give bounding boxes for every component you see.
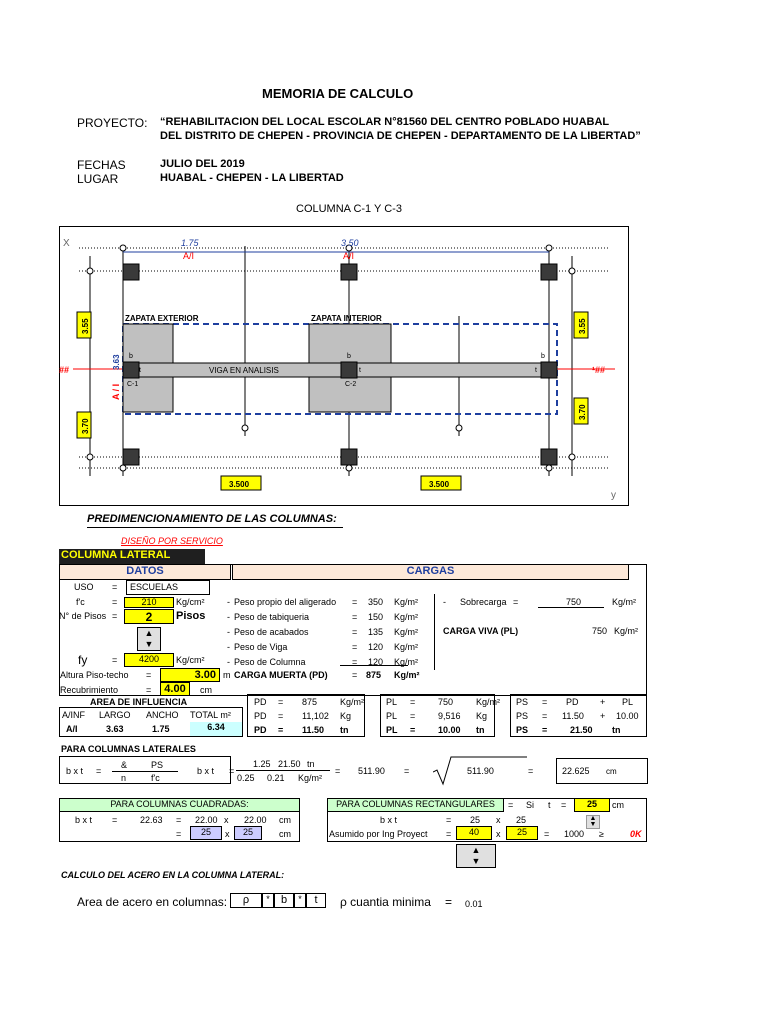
lat-eq-4: =: [404, 766, 410, 776]
pd-value: 875: [302, 697, 318, 707]
fy-field[interactable]: 4200: [124, 653, 174, 667]
page-title: MEMORIA DE CALCULO: [262, 86, 414, 101]
carga-label: Peso de Viga: [234, 642, 288, 652]
cuantia-label: ρ cuantia minima: [340, 895, 431, 909]
lat-ru: cm: [606, 767, 617, 776]
rect-t-unit: cm: [612, 800, 624, 810]
up-arrow-icon[interactable]: ▲: [589, 815, 597, 822]
pl-unit: Kg: [476, 711, 488, 721]
lat-ps: PS: [151, 760, 164, 770]
columna-lateral-header: COLUMNA LATERAL: [59, 549, 205, 564]
predim-title: PREDIMENCIONAMIENTO DE LAS COLUMNAS:: [87, 513, 337, 525]
fc-field[interactable]: 210: [124, 597, 174, 608]
plan-c1: C-1: [127, 381, 139, 388]
cuad-t-field[interactable]: 25: [234, 826, 262, 840]
cuad-u-2: cm: [279, 829, 291, 839]
carga-unit: Kg/m²: [394, 627, 419, 637]
carga-viva-value: 750: [592, 626, 608, 636]
plan-x-axis: X: [63, 238, 70, 249]
plan-zapata-exterior: ZAPATA EXTERIOR: [125, 314, 199, 323]
carga-muerta-value: 875: [366, 670, 382, 680]
cuad-v3: 22.00: [244, 815, 267, 825]
carga-eq: =: [352, 657, 358, 667]
pl-unit: Kg/m²: [476, 697, 501, 707]
cuad-x-2: x: [225, 829, 230, 839]
pl-eq: =: [410, 711, 416, 721]
plan-ai-left: A/I: [183, 251, 195, 261]
plan-dim-right: 3.50: [341, 238, 359, 248]
rect-a2-field[interactable]: 25: [506, 826, 538, 840]
area-r3: 1.75: [152, 724, 170, 734]
carga-dash: -: [227, 597, 230, 607]
rect-eq-4: =: [446, 829, 452, 839]
area-influencia-title: AREA DE INFLUENCIA: [90, 697, 188, 707]
pl-label: PL: [386, 697, 398, 707]
pisos-unit: Pisos: [176, 610, 206, 622]
ps-label: PS: [516, 711, 529, 721]
rect-x-1: x: [496, 815, 501, 825]
sobrecarga-dash: -: [443, 597, 446, 607]
plan-bottom-left: 3.500: [229, 480, 250, 489]
up-arrow-icon[interactable]: ▲: [471, 845, 481, 855]
lat-amp: &: [121, 760, 128, 770]
lat-fc: f'c: [151, 773, 160, 783]
proyecto-label: PROYECTO:: [77, 116, 148, 130]
up-arrow-icon[interactable]: ▲: [144, 628, 154, 638]
rect-a1-field[interactable]: 40: [456, 826, 492, 840]
altura-unit: m: [223, 670, 231, 680]
carga-value: 135: [368, 627, 384, 637]
plan-370-left: 3.70: [81, 418, 90, 434]
cuantia-eq: =: [445, 895, 453, 909]
rect-eq-5: =: [544, 829, 550, 839]
lat-eq-1: =: [96, 766, 102, 776]
pisos-label: N° de Pisos: [59, 611, 107, 621]
plan-b-2: b: [347, 353, 351, 360]
cuad-b-field[interactable]: 25: [190, 826, 222, 840]
cuad-bxt: b x t: [75, 815, 93, 825]
carga-label: Peso de Columna: [234, 657, 306, 667]
rect-t-label: t: [548, 800, 551, 810]
area-h3: ANCHO: [146, 710, 179, 720]
carga-eq: =: [352, 612, 358, 622]
fy-label: fy: [78, 653, 88, 667]
plan-ai-right: A/I: [343, 251, 355, 261]
lat-bxt-2: b x t: [197, 766, 215, 776]
plan-ai-vertical: A / I: [111, 383, 121, 400]
rect-ok: 0K: [630, 829, 642, 839]
lat-d3: Kg/m²: [298, 773, 323, 783]
carga-label: Peso de tabiqueria: [234, 612, 310, 622]
ps-v3: 21.50: [570, 725, 593, 735]
acero-title: CALCULO DEL ACERO EN LA COLUMNA LATERAL:: [61, 870, 285, 880]
acero-rho-cell: ρ: [230, 893, 262, 908]
rect-asumido-label: Asumido por Ing Proyect: [329, 829, 428, 839]
carga-unit: Kg/m²: [394, 657, 419, 667]
pl-value: 10.00: [438, 725, 461, 735]
recubrimiento-eq: =: [146, 685, 152, 695]
plan-t-2: t: [359, 367, 361, 374]
pd-label: PD: [254, 711, 267, 721]
carga-dash: -: [227, 657, 230, 667]
ps-b1: PL: [622, 697, 634, 707]
datos-header: DATOS: [59, 564, 231, 580]
ps-u3: tn: [612, 725, 621, 735]
rect-eq-3: =: [446, 815, 452, 825]
rect-mini-spinner[interactable]: [586, 815, 600, 829]
laterales-title: PARA COLUMNAS LATERALES: [61, 744, 196, 754]
plan-hash-left: ##: [59, 365, 70, 375]
pd-value: 11,102: [302, 711, 329, 721]
pd-value: 11.50: [302, 725, 325, 735]
recubrimiento-unit: cm: [200, 685, 212, 695]
area-r2: 3.63: [106, 724, 124, 734]
fy-unit: Kg/cm²: [176, 655, 205, 665]
cuantia-value: 0.01: [465, 899, 483, 909]
lat-n: n: [121, 773, 127, 783]
pl-eq: =: [410, 697, 416, 707]
plan-370-right: 3.70: [578, 404, 587, 420]
fechas-value: JULIO DEL 2019: [160, 158, 245, 170]
ps-plus: +: [600, 697, 606, 707]
pd-unit: tn: [340, 725, 349, 735]
pd-label: PD: [254, 697, 267, 707]
plan-t-1: t: [139, 367, 141, 374]
plan-c2: C-2: [345, 381, 357, 388]
altura-eq: =: [146, 670, 152, 680]
carga-muerta-unit: Kg/m²: [394, 670, 420, 680]
area-h1: A/INF: [62, 710, 86, 720]
area-r1: A/I: [66, 724, 78, 734]
lat-n1: 1.25: [253, 759, 271, 769]
pd-unit: Kg: [340, 711, 352, 721]
fc-label: f'c: [76, 597, 85, 607]
altura-label: Altura Piso-techo: [60, 670, 129, 680]
down-arrow-icon[interactable]: ▼: [589, 821, 597, 828]
acero-t-cell: t: [306, 893, 326, 908]
acero-b-cell: b: [274, 893, 294, 908]
down-arrow-icon[interactable]: ▼: [144, 639, 154, 649]
altura-field[interactable]: 3.00: [160, 668, 220, 682]
area-h2: LARGO: [99, 710, 131, 720]
cuad-u-1: cm: [279, 815, 291, 825]
fc-eq: =: [112, 597, 118, 607]
uso-field[interactable]: ESCUELAS: [126, 580, 210, 595]
plan-t-3: t: [535, 367, 537, 374]
carga-value: 120: [368, 642, 384, 652]
pd-label: PD: [254, 725, 267, 735]
plan-y-axis: y: [611, 490, 616, 501]
carga-eq: =: [352, 642, 358, 652]
carga-unit: Kg/m²: [394, 642, 419, 652]
carga-unit: Kg/m²: [394, 612, 419, 622]
sobrecarga-label: Sobrecarga: [460, 597, 507, 607]
down-arrow-icon[interactable]: ▼: [471, 856, 481, 866]
carga-label: Peso propio del aligerado: [234, 597, 337, 607]
proyecto-line-2: DEL DISTRITO DE CHEPEN - PROVINCIA DE CHEPEN - DEPARTAMENTO DE LA LIBERTAD”: [160, 130, 641, 142]
plan-viga: VIGA EN ANALISIS: [209, 366, 279, 375]
rect-res: 1000: [564, 829, 585, 839]
pl-value: 750: [438, 697, 454, 707]
pl-eq: =: [410, 725, 416, 735]
carga-value: 350: [368, 597, 384, 607]
cuad-eq-3: =: [176, 829, 182, 839]
rect-x-2: x: [496, 829, 501, 839]
pisos-spinner[interactable]: [137, 627, 161, 651]
ps-label: PS: [516, 697, 529, 707]
lat-bxt-1: b x t: [66, 766, 84, 776]
carga-value: 120: [368, 657, 384, 667]
pisos-field[interactable]: 2: [124, 609, 174, 624]
carga-dash: -: [227, 642, 230, 652]
plan-b-1: b: [129, 353, 133, 360]
lat-eq-2: =: [229, 766, 235, 776]
recubrimiento-field[interactable]: 4.00: [160, 682, 190, 696]
lat-r1: 511.90: [358, 766, 385, 776]
cuad-eq-1: =: [112, 815, 118, 825]
carga-dash: -: [227, 612, 230, 622]
rect-v2: 25: [516, 815, 527, 825]
lat-r2: 511.90: [467, 766, 494, 776]
carga-dash: -: [227, 627, 230, 637]
acero-label: Area de acero en columnas:: [77, 895, 228, 909]
ps-label: PS: [516, 725, 529, 735]
pl-label: PL: [386, 711, 398, 721]
pl-unit: tn: [476, 725, 485, 735]
rect-ge: ≥: [599, 829, 604, 839]
beam-shape: [123, 363, 557, 377]
fechas-label: FECHAS: [77, 158, 126, 172]
carga-viva-label: CARGA VIVA (PL): [443, 626, 519, 636]
lat-r3: 22.625: [562, 766, 590, 776]
ps-eq: =: [542, 711, 548, 721]
ps-plus: +: [600, 711, 606, 721]
diseno-label: DISEÑO POR SERVICIO: [121, 536, 223, 546]
proyecto-line-1: “REHABILITACION DEL LOCAL ESCOLAR N°81560 DEL CENTRO POBLADO HUABAL: [160, 116, 610, 128]
rect-t-field[interactable]: 25: [574, 798, 610, 812]
fc-unit: Kg/cm²: [176, 597, 205, 607]
plan-363: 3.63: [112, 354, 121, 370]
plan-355-right: 3.55: [578, 318, 587, 334]
cuadradas-header: PARA COLUMNAS CUADRADAS:: [59, 798, 300, 812]
uso-label: USO: [74, 582, 94, 592]
plan-hash-right: ¹##: [592, 365, 606, 375]
rect-si: Si: [526, 800, 535, 810]
lat-d2: 0.21: [267, 773, 285, 783]
sobrecarga-unit: Kg/m²: [612, 597, 637, 607]
carga-unit: Kg/m²: [394, 597, 419, 607]
lat-eq-5: =: [528, 766, 534, 776]
lugar-value: HUABAL - CHEPEN - LA LIBERTAD: [160, 172, 344, 184]
ps-a2: 11.50: [562, 711, 584, 721]
carga-muerta-eq: =: [352, 670, 358, 680]
cargas-header: CARGAS: [232, 564, 629, 580]
area-r4: 6.34: [190, 722, 242, 736]
cuad-v2: 22.00: [195, 815, 218, 825]
sobrecarga-eq: =: [513, 597, 519, 607]
pl-value: 9,516: [438, 711, 461, 721]
carga-eq: =: [352, 597, 358, 607]
carga-value: 150: [368, 612, 384, 622]
plan-dim-left: 1.75: [181, 238, 199, 248]
pisos-eq: =: [112, 611, 118, 621]
carga-muerta-label: CARGA MUERTA (PD): [234, 670, 328, 680]
floor-plan-drawing: [59, 226, 629, 506]
carga-label: Peso de acabados: [234, 627, 309, 637]
ps-eq: =: [542, 725, 548, 735]
rect-v1: 25: [470, 815, 481, 825]
lugar-label: LUGAR: [77, 172, 119, 186]
area-h4: TOTAL m²: [190, 710, 231, 720]
sobrecarga-value: 750: [566, 597, 582, 607]
rect-eq-1: =: [508, 800, 514, 810]
carga-eq: =: [352, 627, 358, 637]
cuad-v1: 22.63: [140, 815, 163, 825]
rect-spinner[interactable]: [456, 844, 496, 868]
recubrimiento-label: Recubrimiento: [60, 685, 119, 695]
plan-b-3: b: [541, 353, 545, 360]
lat-n2: 21.50: [278, 759, 301, 769]
uso-eq: =: [112, 582, 118, 592]
fy-eq: =: [112, 655, 118, 665]
lat-eq-3: =: [335, 766, 341, 776]
rect-eq-2: =: [561, 800, 567, 810]
ps-a1: PD: [566, 697, 579, 707]
pd-eq: =: [278, 697, 284, 707]
cuad-eq-2: =: [176, 815, 182, 825]
lat-d1: 0.25: [237, 773, 255, 783]
pd-eq: =: [278, 711, 284, 721]
plan-355-left: 3.55: [81, 318, 90, 334]
rect-bxt: b x t: [380, 815, 398, 825]
pd-unit: Kg/m²: [340, 697, 365, 707]
lat-n3: tn: [307, 759, 315, 769]
ps-eq: =: [542, 697, 548, 707]
ps-b2: 10.00: [616, 711, 639, 721]
pl-label: PL: [386, 725, 398, 735]
acero-star-2: *: [294, 893, 306, 908]
acero-star-1: *: [262, 893, 274, 908]
plan-bottom-right: 3.500: [429, 480, 450, 489]
rectangulares-header: PARA COLUMNAS RECTANGULARES: [327, 798, 504, 812]
pd-eq: =: [278, 725, 284, 735]
plan-zapata-interior: ZAPATA INTERIOR: [311, 314, 382, 323]
cuad-x-1: x: [224, 815, 229, 825]
carga-viva-unit: Kg/m²: [614, 626, 639, 636]
plan-subtitle: COLUMNA C-1 Y C-3: [296, 203, 402, 215]
